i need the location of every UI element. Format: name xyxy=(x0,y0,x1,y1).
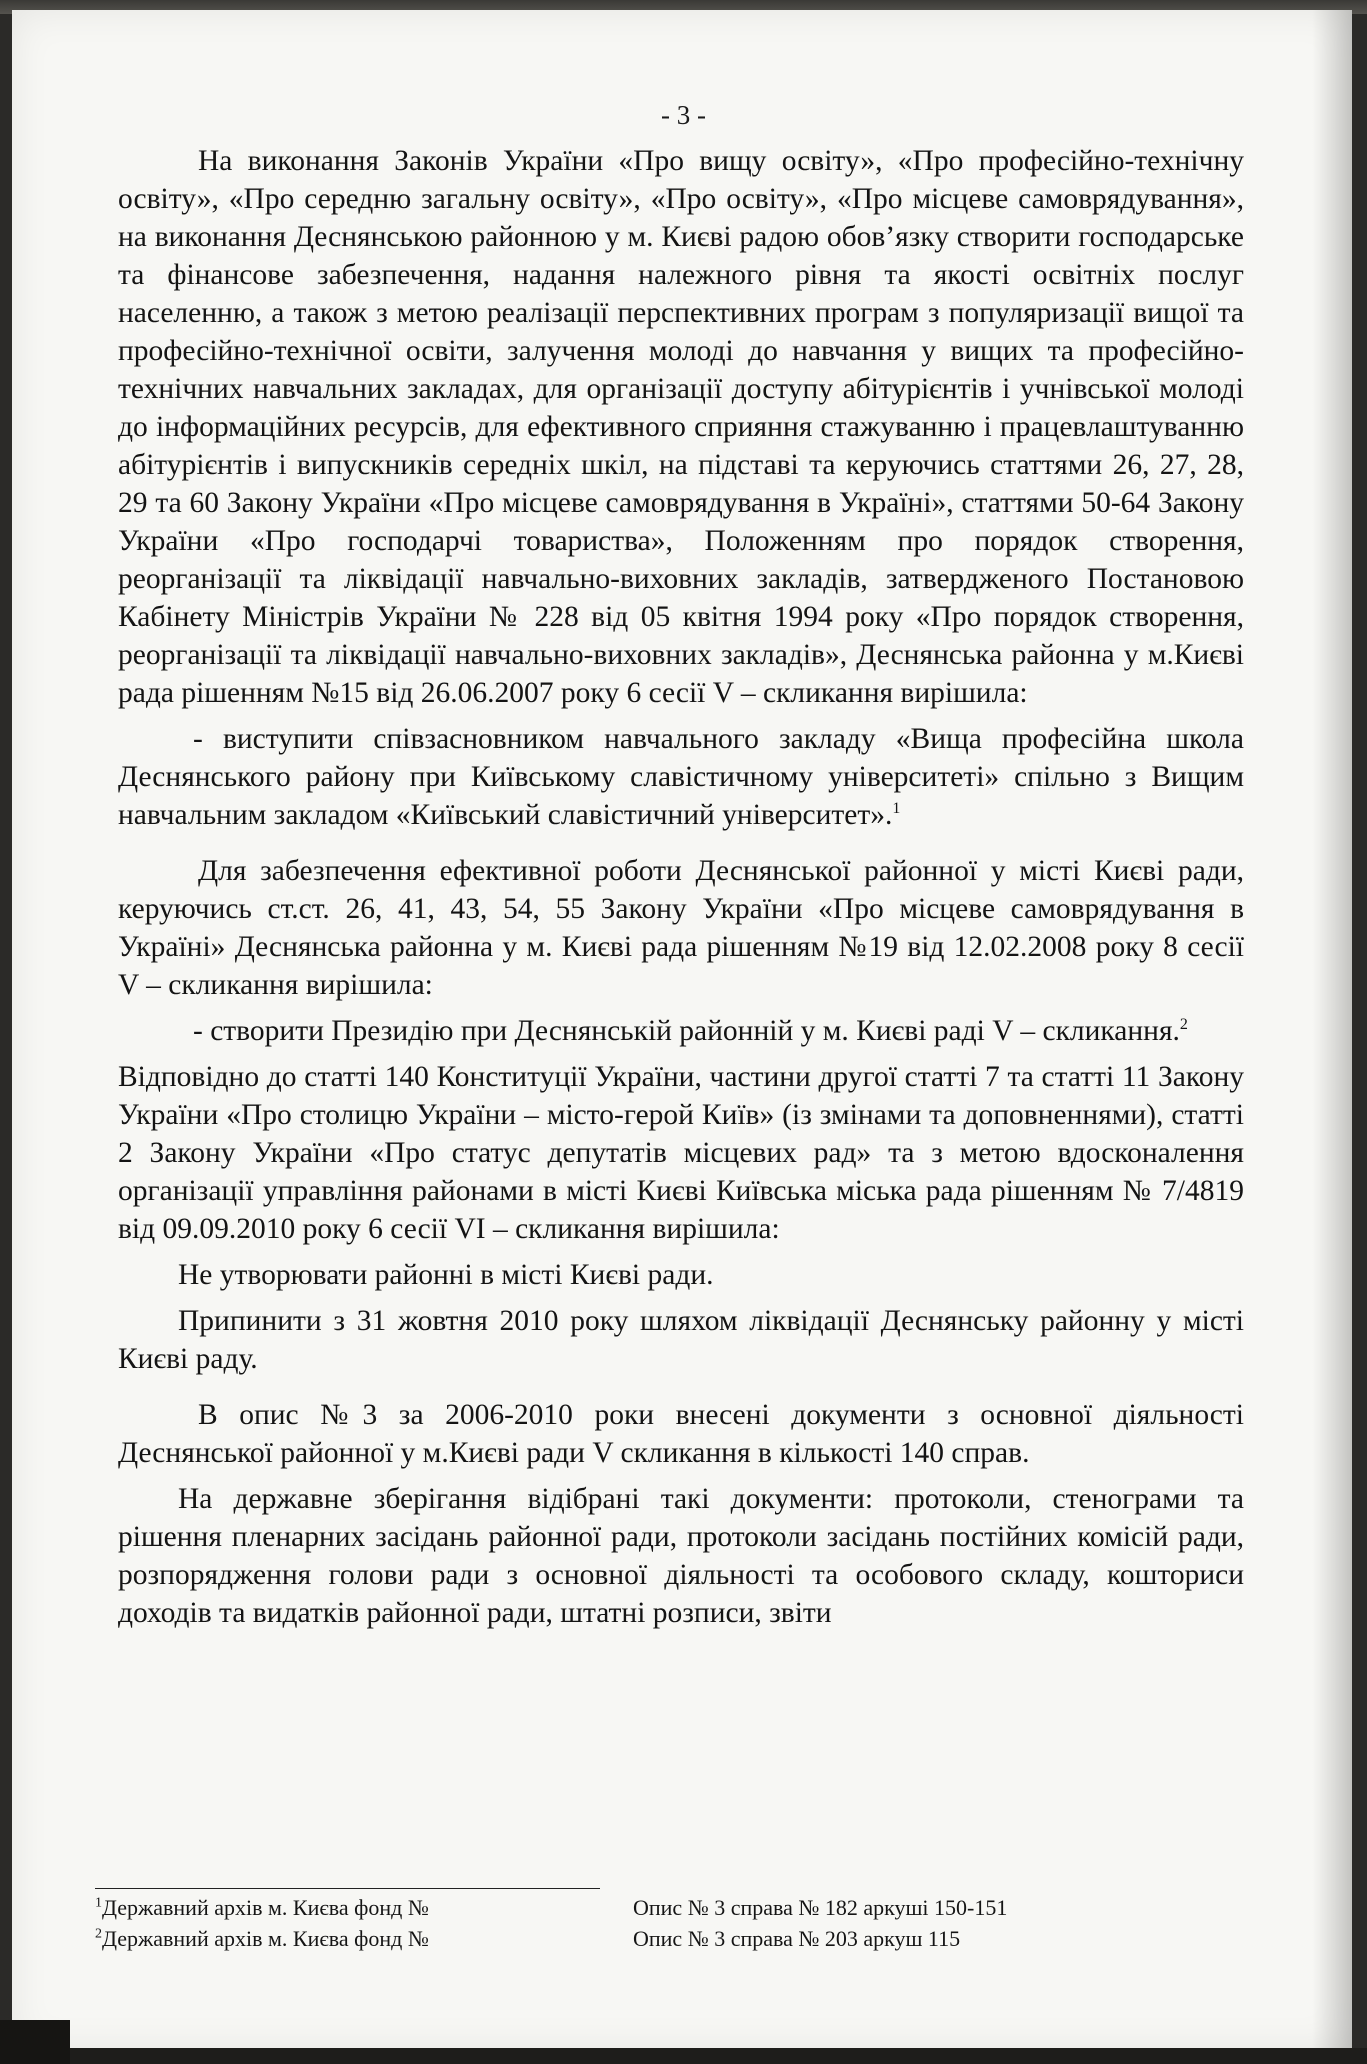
paragraph-state-storage xyxy=(118,1480,1244,1632)
footnote-2 xyxy=(95,1923,1245,1954)
paragraph-constitution-basis xyxy=(118,1058,1244,1248)
paragraph-presidium-decision xyxy=(118,1012,1244,1050)
binding-shadow xyxy=(1312,10,1352,2050)
footnote-1 xyxy=(95,1892,1245,1923)
footnote-ref-1: 1 xyxy=(892,800,901,818)
paragraph-legal-basis-text: На виконання Законів України «Про вищу освіту», «Про професійно-технічну освіту», «Про середню загальну освіту», «Про освіту», «Про місцеве самоврядування», на виконання Деснянською районною у м. Києві радою обов’язку створити господарське та фінансове забезпечення, надання належного рівня та якості освітніх послуг населенню, а також з метою реалізації перспективних програм з популяризації вищої та професійно-технічної освіти, залучення молоді до навчання у вищих та професійно-технічних навчальних закладах, для організації доступу абітурієнтів і учнівської молоді до інформаційних ресурсів, для ефективного сприяння стажуванню і працевлаштуванню абітурієнтів і випускників середніх шкіл, на підставі та керуючись статтями 26, 27, 28, 29 та 60 Закону України «Про місцеве самоврядування в Україні», статтями 50-64 Закону України «Про господарчі товариства», Положенням про порядок створення, реорганізації та ліквідації навчально-виховних закладів, затвердженого Постановою Кабінету Міністрів України № 228 від 05 квітня 1994 року «Про порядок створення, реорганізації та ліквідації навчально-виховних закладів», Деснянська районна у м.Києві рада рішенням №15 від 26.06.2007 року 6 сесії V – скликання вирішила: xyxy=(118,145,1244,709)
paragraph-inventory-text: В опис №3 за 2006-2010 роки внесені документи з основної діяльності Деснянської районної у м.Києві ради V скликання в кількості 140 справ. xyxy=(118,1399,1244,1469)
scan-edge-bottom xyxy=(0,2048,1367,2064)
paragraph-presidium-basis-text: Для забезпечення ефективної роботи Деснянської районної у місті Києві ради, керуючись ст.ст. 26, 41, 43, 54, 55 Закону України «Про місцеве самоврядування в Україні» Деснянська районна у м. Києві рада рішенням №19 від 12.02.2008 року 8 сесії V – скликання вирішила: xyxy=(118,855,1244,1001)
paragraph-cofounder-text: - виступити співзасновником навчального закладу «Вища професійна школа Деснянського району при Київському славістичному університеті» спільно з Вищим навчальним закладом «Київський славістичний університет». xyxy=(118,723,1244,831)
footnote-2-reference: Опис № 3 справа № 203 аркуш 115 xyxy=(633,1926,961,1951)
paragraph-legal-basis xyxy=(118,142,1244,712)
footnote-1-archive: Державний архів м. Києва фонд № xyxy=(102,1895,429,1920)
footnotes xyxy=(95,1892,1245,1954)
binder-clip-mark xyxy=(0,2020,70,2064)
footnote-ref-2: 2 xyxy=(1179,1016,1188,1034)
footnote-1-reference: Опис № 3 справа № 182 аркуші 150-151 xyxy=(633,1895,1008,1920)
paragraph-liquidation-text: Припинити з 31 жовтня 2010 року шляхом ліквідації Деснянську районну у місті Києві раду. xyxy=(118,1305,1244,1375)
paragraph-state-storage-text: На державне зберігання відібрані такі документи: протоколи, стенограми та рішення пленарних засідань районної ради, протоколи засідань постійних комісій ради, розпорядження голови ради з основної діяльності та особового складу, кошториси доходів та видатків районної ради, штатні розписи, звіти xyxy=(118,1483,1244,1629)
page-number: - 3 - xyxy=(661,100,706,130)
paragraph-liquidation xyxy=(118,1302,1244,1378)
paragraph-no-councils-text: Не утворювати районні в місті Києві ради. xyxy=(178,1259,714,1291)
paragraph-no-councils xyxy=(118,1256,1244,1294)
paragraph-inventory xyxy=(118,1396,1244,1472)
paragraph-cofounder-decision xyxy=(118,720,1244,834)
footnote-2-mark: 2 xyxy=(95,1926,102,1942)
footnote-divider xyxy=(95,1888,600,1889)
paragraph-presidium-text: - створити Президію при Деснянській районній у м. Києві раді V – скликання. xyxy=(193,1015,1180,1047)
paragraph-constitution-text: Відповідно до статті 140 Конституції України, частини другої статті 7 та статті 11 Закону України «Про столицю України – місто-герой Київ» (із змінами та доповненнями), статті 2 Закону України «Про статус депутатів місцевих рад» та з метою вдосконалення організації управління районами в місті Києві Київська міська рада рішенням № 7/4819 від 09.09.2010 року 6 сесії VI – скликання вирішила: xyxy=(118,1061,1244,1245)
footnote-1-mark: 1 xyxy=(95,1895,102,1911)
body-text xyxy=(118,142,1244,1640)
paragraph-presidium-basis xyxy=(118,852,1244,1004)
footnote-2-archive: Державний архів м. Києва фонд № xyxy=(102,1926,429,1951)
